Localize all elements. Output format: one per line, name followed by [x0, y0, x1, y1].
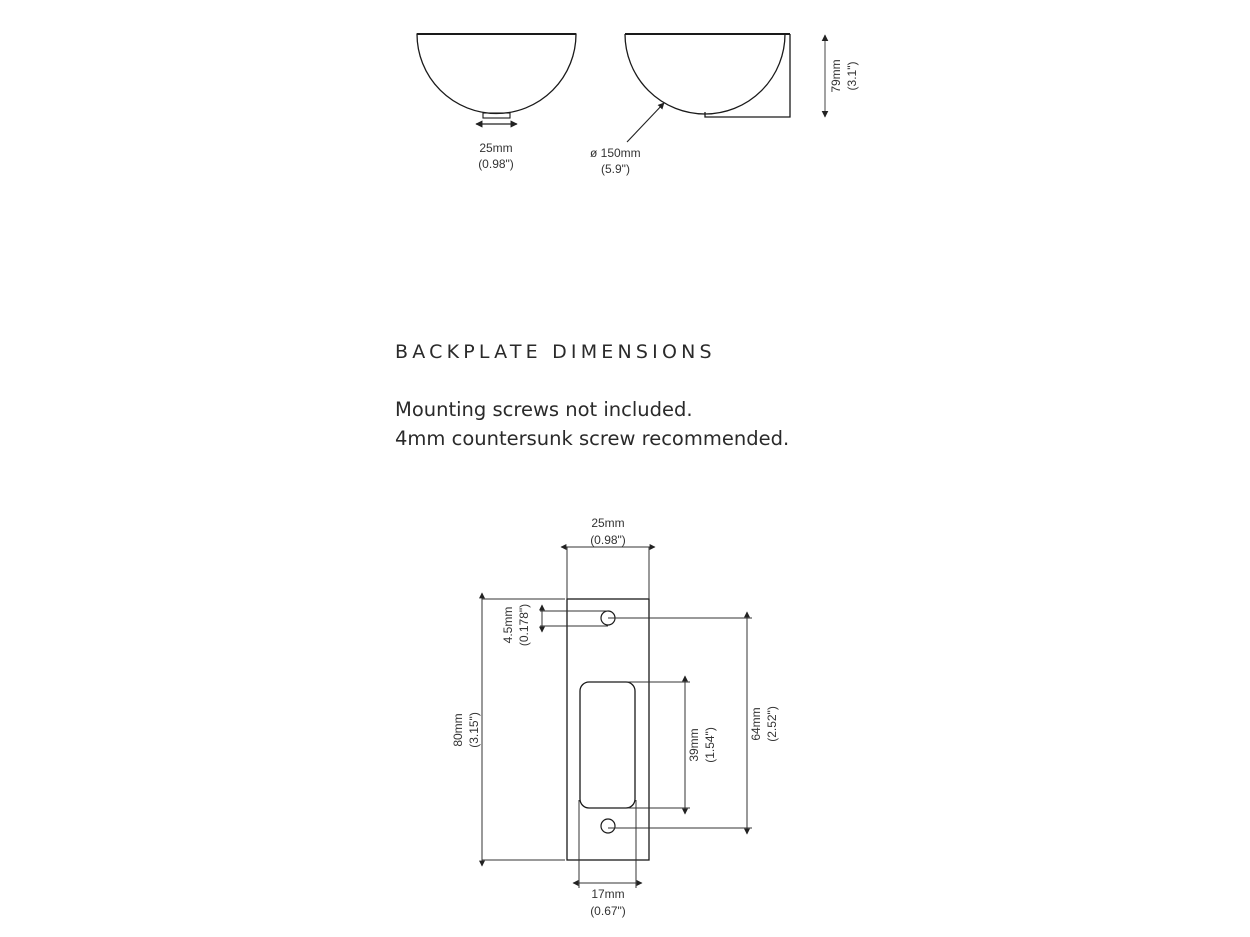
slot-height-mm: 39mm	[687, 728, 701, 762]
backplate-width-mm: 25mm	[591, 516, 625, 530]
note-screw-recommendation: 4mm countersunk screw recommended.	[395, 427, 790, 450]
side-depth-mm: 79mm	[829, 59, 843, 93]
hole-diameter-mm: 4.5mm	[501, 606, 515, 644]
note-screws-not-included: Mounting screws not included.	[395, 398, 693, 421]
dim-hole-spacing	[608, 612, 752, 834]
front-mount-width-mm: 25mm	[479, 141, 513, 155]
hole-spacing-mm: 64mm	[749, 707, 763, 741]
side-depth-in: (3.1")	[845, 61, 859, 91]
backplate-height-mm: 80mm	[451, 713, 465, 747]
dim-hole-diameter	[540, 605, 608, 632]
slot-height-in: (1.54")	[703, 727, 717, 763]
section-heading: BACKPLATE DIMENSIONS	[395, 341, 716, 363]
dim-backplate-width	[561, 547, 655, 599]
backplate-height-in: (3.15")	[467, 712, 481, 748]
hole-diameter-in: (0.178")	[517, 603, 531, 647]
side-diameter-mm: ø 150mm	[590, 146, 641, 160]
slot-width-in: (0.67")	[590, 904, 626, 918]
front-mount-width-in: (0.98")	[478, 157, 514, 171]
front-view-hemisphere	[417, 34, 576, 124]
backplate-width-in: (0.98")	[590, 533, 626, 547]
dim-slot-height	[628, 676, 690, 814]
slot-width-mm: 17mm	[591, 887, 625, 901]
side-diameter-in: (5.9")	[601, 162, 630, 176]
hole-spacing-in: (2.52")	[765, 706, 779, 742]
dim-slot-width	[573, 800, 642, 888]
side-view-hemisphere	[625, 34, 825, 142]
